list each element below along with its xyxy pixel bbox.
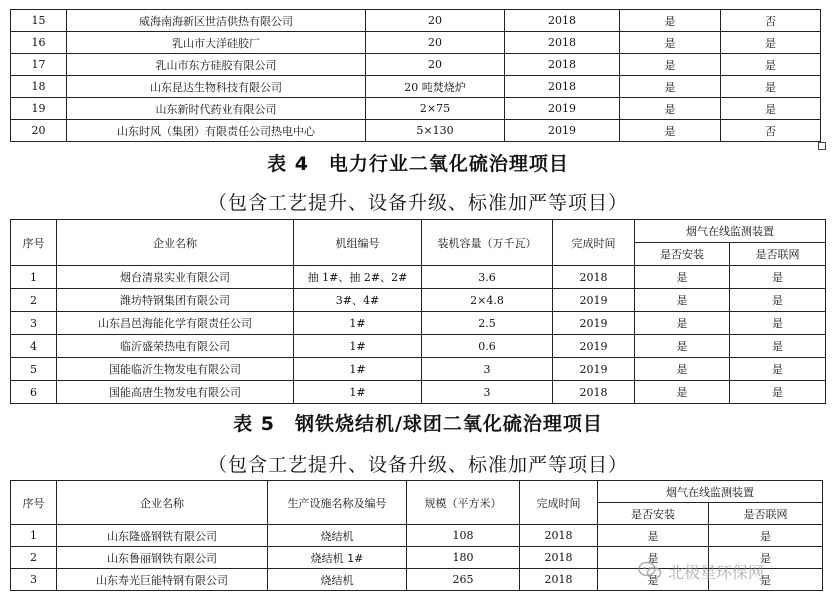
row-no: 3	[11, 312, 57, 335]
top-table	[10, 9, 821, 142]
row-no: 17	[11, 54, 67, 76]
row-capacity: 3.6	[422, 266, 553, 289]
row-company-name: 乳山市大洋硅胶厂	[67, 32, 366, 54]
row-no: 4	[11, 335, 57, 358]
row-no: 2	[11, 547, 57, 569]
row-no: 1	[11, 525, 57, 547]
row-year: 2018	[553, 266, 635, 289]
header-monitor-device: 烟气在线监测装置	[635, 220, 826, 243]
table-row	[11, 76, 821, 98]
row-company-name: 山东时风（集团）有限责任公司热电中心	[67, 120, 366, 142]
row-company-name: 国能高唐生物发电有限公司	[57, 381, 294, 404]
row-no: 15	[11, 10, 67, 32]
watermark-text: 北极星环保网	[668, 562, 765, 582]
header-completion-time: 完成时间	[553, 220, 635, 266]
table-row	[11, 120, 821, 142]
table-row	[11, 54, 821, 76]
row-company-name: 临沂盛荣热电有限公司	[57, 335, 294, 358]
row-no: 2	[11, 289, 57, 312]
row-capacity: 0.6	[422, 335, 553, 358]
row-installed: 是	[635, 266, 730, 289]
table-row	[11, 547, 823, 569]
row-capacity: 2×75	[366, 98, 505, 120]
header-no: 序号	[11, 220, 57, 266]
header-installed: 是否安装	[598, 503, 709, 525]
row-capacity: 2.5	[422, 312, 553, 335]
row-networked: 是	[709, 547, 823, 569]
row-capacity: 2×4.8	[422, 289, 553, 312]
table5	[10, 480, 823, 591]
table-row	[11, 525, 823, 547]
row-installed: 是	[598, 569, 709, 591]
row-installed: 是	[620, 98, 721, 120]
table5-title: 表 5 钢铁烧结机/球团二氧化硫治理项目	[233, 413, 603, 435]
table-row	[11, 289, 826, 312]
row-facility: 烧结机	[268, 525, 407, 547]
row-installed: 是	[620, 32, 721, 54]
table4-title: 表 4 电力行业二氧化硫治理项目	[267, 153, 569, 175]
row-company-name: 山东寿光巨能特钢有限公司	[57, 569, 268, 591]
table4	[10, 219, 826, 404]
row-installed: 是	[620, 120, 721, 142]
table4-subtitle: （包含工艺提升、设备升级、标准加严等项目）	[207, 192, 628, 214]
table-row	[11, 335, 826, 358]
header-company-name: 企业名称	[57, 481, 268, 525]
row-no: 19	[11, 98, 67, 120]
row-no: 18	[11, 76, 67, 98]
row-capacity: 20	[366, 54, 505, 76]
header-monitor-device: 烟气在线监测装置	[598, 481, 823, 503]
header-networked: 是否联网	[709, 503, 823, 525]
row-year: 2019	[553, 358, 635, 381]
row-year: 2019	[553, 312, 635, 335]
row-year: 2019	[553, 289, 635, 312]
table-row	[11, 266, 826, 289]
row-capacity: 20 吨焚烧炉	[366, 76, 505, 98]
row-company-name: 山东鲁丽钢铁有限公司	[57, 547, 268, 569]
row-year: 2018	[505, 10, 620, 32]
row-unit-number: 1#	[294, 358, 422, 381]
header-unit-number: 机组编号	[294, 220, 422, 266]
table-row	[11, 98, 821, 120]
row-unit-number: 1#	[294, 335, 422, 358]
row-networked: 是	[730, 335, 826, 358]
header-capacity: 装机容量（万千瓦）	[422, 220, 553, 266]
row-company-name: 国能临沂生物发电有限公司	[57, 358, 294, 381]
row-networked: 是	[721, 32, 821, 54]
row-installed: 是	[635, 312, 730, 335]
row-networked: 是	[721, 54, 821, 76]
row-installed: 是	[635, 289, 730, 312]
table4-header-row-1	[11, 220, 826, 243]
row-year: 2018	[520, 525, 598, 547]
table-row	[11, 569, 823, 591]
row-company-name: 山东昌邑海能化学有限责任公司	[57, 312, 294, 335]
header-facility: 生产设施名称及编号	[268, 481, 407, 525]
row-no: 6	[11, 381, 57, 404]
row-year: 2019	[553, 335, 635, 358]
row-capacity: 3	[422, 358, 553, 381]
row-facility: 烧结机 1#	[268, 547, 407, 569]
row-year: 2018	[505, 32, 620, 54]
row-unit-number: 3#、4#	[294, 289, 422, 312]
row-installed: 是	[598, 525, 709, 547]
header-no: 序号	[11, 481, 57, 525]
row-networked: 否	[721, 120, 821, 142]
row-networked: 是	[730, 266, 826, 289]
row-company-name: 威海南海新区世洁供热有限公司	[67, 10, 366, 32]
row-networked: 否	[721, 10, 821, 32]
table5-header-row-1	[11, 481, 823, 503]
table-row	[11, 381, 826, 404]
row-scale: 108	[407, 525, 520, 547]
row-year: 2018	[520, 569, 598, 591]
row-networked: 是	[721, 98, 821, 120]
row-company-name: 潍坊特钢集团有限公司	[57, 289, 294, 312]
page-edge-marker	[818, 142, 826, 150]
row-year: 2018	[553, 381, 635, 404]
row-no: 16	[11, 32, 67, 54]
row-year: 2019	[505, 98, 620, 120]
row-networked: 是	[709, 525, 823, 547]
row-capacity: 3	[422, 381, 553, 404]
table-row	[11, 32, 821, 54]
row-networked: 是	[730, 381, 826, 404]
row-no: 1	[11, 266, 57, 289]
row-company-name: 烟台清泉实业有限公司	[57, 266, 294, 289]
row-year: 2018	[505, 54, 620, 76]
row-unit-number: 1#	[294, 312, 422, 335]
header-company-name: 企业名称	[57, 220, 294, 266]
row-company-name: 山东隆盛钢铁有限公司	[57, 525, 268, 547]
header-completion-time: 完成时间	[520, 481, 598, 525]
row-year: 2018	[520, 547, 598, 569]
row-scale: 265	[407, 569, 520, 591]
row-capacity: 20	[366, 32, 505, 54]
row-networked: 是	[730, 289, 826, 312]
row-year: 2019	[505, 120, 620, 142]
row-installed: 是	[635, 358, 730, 381]
row-year: 2018	[505, 76, 620, 98]
row-installed: 是	[598, 547, 709, 569]
row-company-name: 乳山市东方硅胶有限公司	[67, 54, 366, 76]
header-networked: 是否联网	[730, 243, 826, 266]
row-no: 3	[11, 569, 57, 591]
row-installed: 是	[635, 335, 730, 358]
table-row	[11, 358, 826, 381]
row-no: 20	[11, 120, 67, 142]
row-networked: 是	[730, 358, 826, 381]
row-unit-number: 抽 1#、抽 2#、2#	[294, 266, 422, 289]
row-networked: 是	[709, 569, 823, 591]
row-installed: 是	[635, 381, 730, 404]
row-no: 5	[11, 358, 57, 381]
table5-subtitle: （包含工艺提升、设备升级、标准加严等项目）	[207, 454, 628, 476]
row-networked: 是	[730, 312, 826, 335]
table-row	[11, 312, 826, 335]
row-scale: 180	[407, 547, 520, 569]
row-company-name: 山东昆达生物科技有限公司	[67, 76, 366, 98]
header-installed: 是否安装	[635, 243, 730, 266]
row-capacity: 5×130	[366, 120, 505, 142]
row-installed: 是	[620, 54, 721, 76]
row-unit-number: 1#	[294, 381, 422, 404]
row-installed: 是	[620, 76, 721, 98]
header-scale: 规模（平方米）	[407, 481, 520, 525]
row-company-name: 山东新时代药业有限公司	[67, 98, 366, 120]
row-facility: 烧结机	[268, 569, 407, 591]
row-installed: 是	[620, 10, 721, 32]
table-row	[11, 10, 821, 32]
row-networked: 是	[721, 76, 821, 98]
row-capacity: 20	[366, 10, 505, 32]
